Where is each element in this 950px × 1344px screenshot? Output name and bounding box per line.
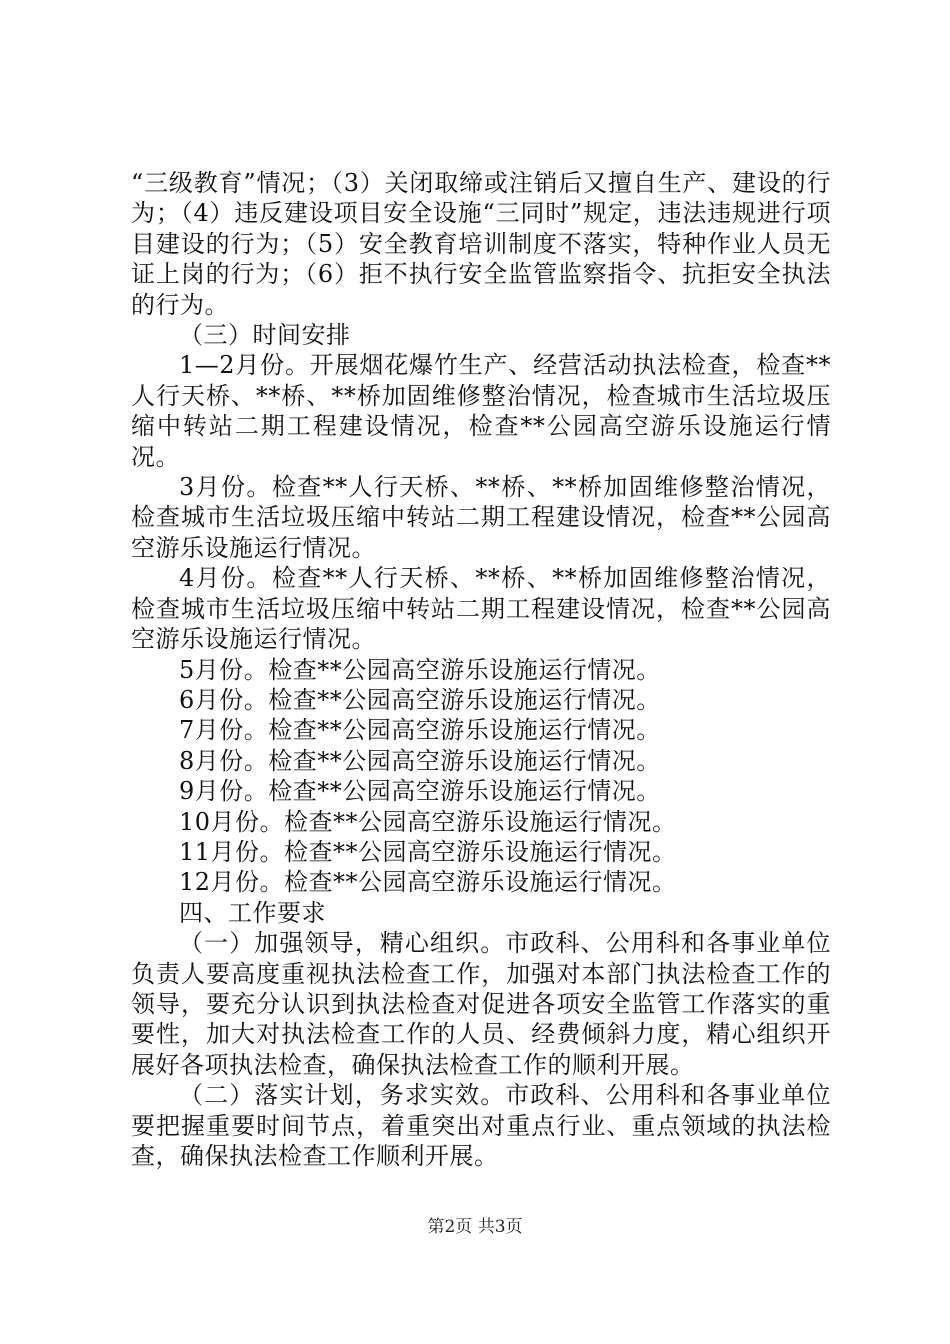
paragraph: 5月份。检查**公园高空游乐设施运行情况。 — [179, 655, 661, 684]
paragraph: 1—2月份。开展烟花爆竹生产、经营活动执法检查，检查**人行天桥、**桥、**桥加固维修整治情况，检查城市生活垃圾压缩中转站二期工程建设情况，检查**公园高空游乐设施运行情况。 — [131, 351, 831, 471]
paragraph: 12月份。检查**公园高空游乐设施运行情况。 — [179, 868, 677, 897]
section-heading-requirements: 四、工作要求 — [179, 898, 326, 927]
section-heading-schedule: （三）时间安排 — [179, 321, 351, 350]
paragraph: 10月份。检查**公园高空游乐设施运行情况。 — [179, 807, 677, 836]
paragraph: 11月份。检查**公园高空游乐设施运行情况。 — [179, 837, 677, 866]
page-number-footer: 第2页 共3页 — [427, 1217, 523, 1237]
paragraph: （一）加强领导，精心组织。市政科、公用科和各事业单位负责人要高度重视执法检查工作，加强对本部门执法检查工作的领导，要充分认识到执法检查对促进各项安全监管工作落实的重要性，加大对执法检查工作的人员、经费倾斜力度，精心组织开展好各项执法检查，确保执法检查工作的顺利开展。 — [131, 929, 831, 1079]
paragraph: 8月份。检查**公园高空游乐设施运行情况。 — [179, 746, 661, 775]
paragraph: （二）落实计划，务求实效。市政科、公用科和各事业单位要把握重要时间节点，着重突出对重点行业、重点领域的执法检查，确保执法检查工作顺利开展。 — [131, 1081, 831, 1170]
paragraph: 9月份。检查**公园高空游乐设施运行情况。 — [179, 777, 661, 806]
paragraph: 3月份。检查**人行天桥、**桥、**桥加固维修整治情况，检查城市生活垃圾压缩中转站二期工程建设情况，检查**公园高空游乐设施运行情况。 — [131, 473, 831, 562]
paragraph: 6月份。检查**公园高空游乐设施运行情况。 — [179, 685, 661, 714]
document-body — [131, 168, 831, 1171]
paragraph: 7月份。检查**公园高空游乐设施运行情况。 — [179, 716, 661, 745]
paragraph: 4月份。检查**人行天桥、**桥、**桥加固维修整治情况，检查城市生活垃圾压缩中转站二期工程建设情况，检查**公园高空游乐设施运行情况。 — [131, 564, 831, 654]
paragraph: “三级教育”情况；（3）关闭取缔或注销后又擅自生产、建设的行为；（4）违反建设项目安全设施“三同时”规定，违法违规进行项目建设的行为；（5）安全教育培训制度不落实，特种作业人员无证上岗的行为；（6）拒不执行安全监管监察指令、抗拒安全执法的行为。 — [131, 169, 831, 319]
